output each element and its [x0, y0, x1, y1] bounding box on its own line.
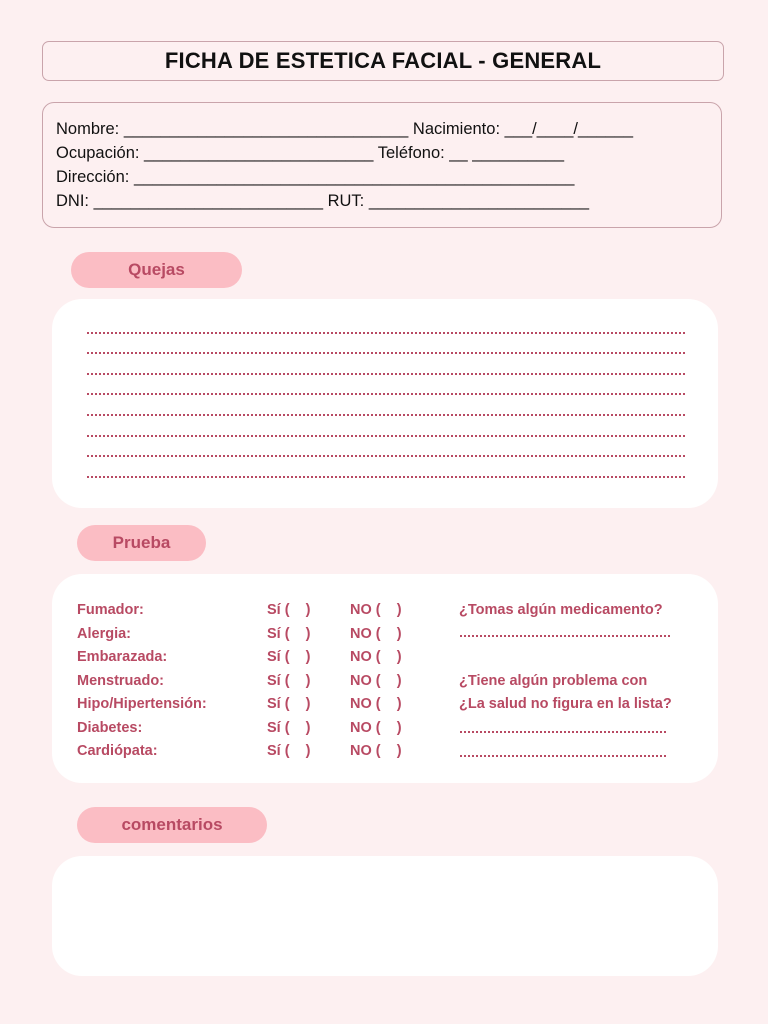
prueba-section-label: Prueba	[77, 525, 206, 561]
complaint-line[interactable]	[87, 476, 685, 478]
quejas-card[interactable]	[52, 299, 718, 508]
complaint-line[interactable]	[87, 414, 685, 416]
complaint-line[interactable]	[87, 435, 685, 437]
health-question-line1: ¿Tiene algún problema con	[459, 673, 648, 689]
comentarios-section-label: comentarios	[77, 807, 267, 843]
no-option[interactable]: NO ( )	[350, 720, 402, 736]
condition-label: Diabetes:	[77, 720, 143, 736]
no-option[interactable]: NO ( )	[350, 673, 402, 689]
no-option[interactable]: NO ( )	[350, 626, 402, 642]
quejas-section-label: Quejas	[71, 252, 242, 288]
condition-label: Embarazada:	[77, 649, 168, 665]
yes-option[interactable]: Sí ( )	[267, 649, 311, 665]
health-answer-line[interactable]	[460, 731, 666, 733]
complaint-line[interactable]	[87, 332, 685, 334]
dni-rut-field[interactable]: DNI: _________________________ RUT: ________________________	[56, 192, 590, 210]
comentarios-card[interactable]	[52, 856, 718, 976]
complaint-line[interactable]	[87, 373, 685, 375]
yes-option[interactable]: Sí ( )	[267, 602, 311, 618]
health-question-line2: ¿La salud no figura en la lista?	[459, 696, 672, 712]
no-option[interactable]: NO ( )	[350, 743, 402, 759]
no-option[interactable]: NO ( )	[350, 696, 402, 712]
no-option[interactable]: NO ( )	[350, 602, 402, 618]
condition-label: Fumador:	[77, 602, 144, 618]
complaint-line[interactable]	[87, 455, 685, 457]
health-answer-line[interactable]	[460, 755, 666, 757]
occupation-phone-field[interactable]: Ocupación: _________________________ Teléfono: __ __________	[56, 144, 565, 162]
complaint-line[interactable]	[87, 352, 685, 354]
medication-answer-line[interactable]	[460, 635, 670, 637]
personal-info-box	[42, 102, 722, 228]
medication-question: ¿Tomas algún medicamento?	[459, 602, 663, 618]
condition-label: Alergia:	[77, 626, 131, 642]
yes-option[interactable]: Sí ( )	[267, 696, 311, 712]
no-option[interactable]: NO ( )	[350, 649, 402, 665]
yes-option[interactable]: Sí ( )	[267, 743, 311, 759]
condition-label: Hipo/Hipertensión:	[77, 696, 207, 712]
complaint-line[interactable]	[87, 393, 685, 395]
name-birth-field[interactable]: Nombre: _______________________________ Nacimiento: ___/____/______	[56, 120, 634, 138]
page-title: FICHA DE ESTETICA FACIAL - GENERAL	[42, 41, 724, 81]
condition-label: Cardiópata:	[77, 743, 158, 759]
address-field[interactable]: Dirección: ________________________________________________	[56, 168, 575, 186]
condition-label: Menstruado:	[77, 673, 164, 689]
yes-option[interactable]: Sí ( )	[267, 673, 311, 689]
prueba-card	[52, 574, 718, 783]
yes-option[interactable]: Sí ( )	[267, 720, 311, 736]
yes-option[interactable]: Sí ( )	[267, 626, 311, 642]
